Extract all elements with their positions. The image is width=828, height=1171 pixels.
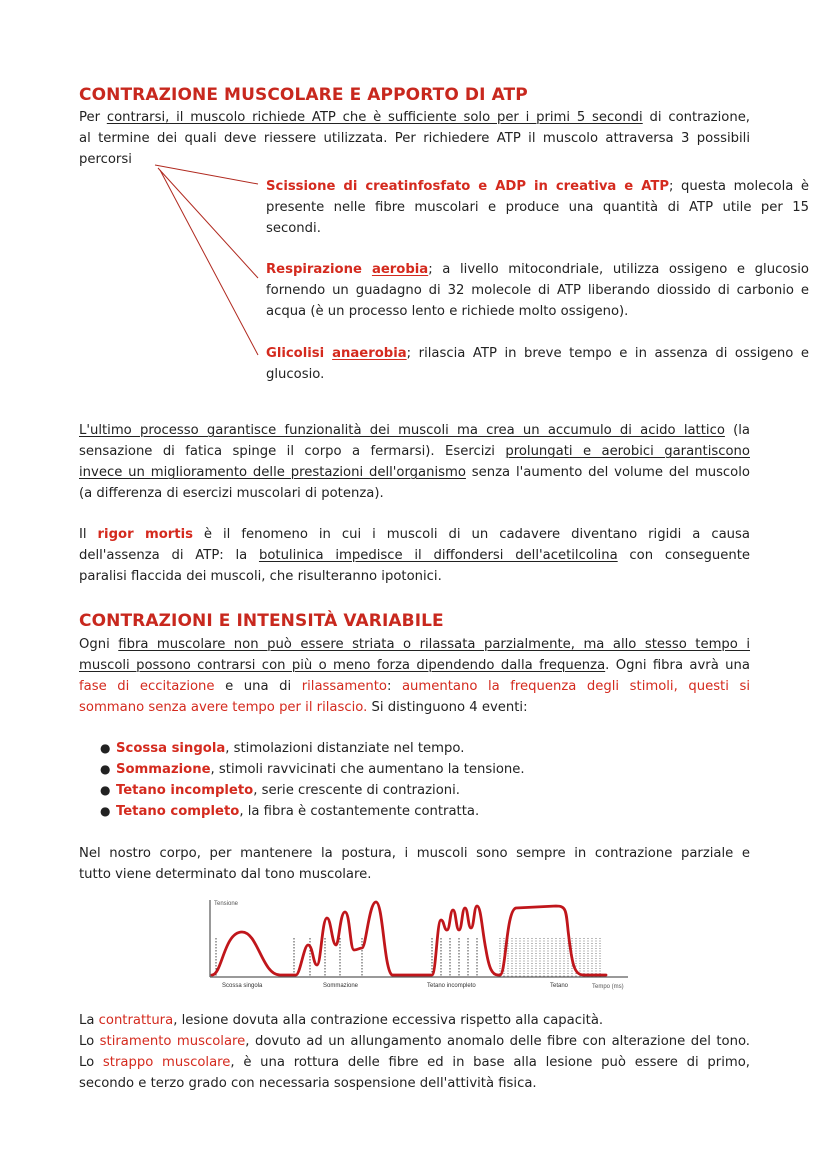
text: Per: [79, 110, 107, 125]
text: ; a livello mitocondriale, utilizza ossigeno e glucosio: [428, 262, 809, 277]
red-text: fase di eccitazione: [79, 679, 215, 694]
rigor-mortis-term: rigor mortis: [97, 527, 193, 542]
path1-line-3: secondi.: [266, 221, 321, 236]
text: e una di: [214, 679, 302, 694]
text: , lesione dovuta alla contrazione eccessiva rispetto alla capacità.: [173, 1013, 604, 1028]
text: Ogni: [79, 637, 119, 652]
list-item-term: Tetano completo: [116, 804, 240, 819]
red-text: sommano senza avere tempo per il rilascio.: [79, 700, 368, 715]
list-item-term: Sommazione: [116, 762, 211, 777]
label-tetano-incompleto: Tetano incompleto: [427, 983, 476, 989]
list-item-text: , stimolazioni distanziate nel tempo.: [225, 741, 465, 756]
section-title-atp: CONTRAZIONE MUSCOLARE E APPORTO DI ATP: [79, 85, 528, 105]
text: Lo: [79, 1034, 100, 1049]
tension-curve: [212, 902, 606, 975]
text: . Ogni fibra avrà una: [605, 658, 750, 673]
contrattura-term: contrattura: [98, 1013, 174, 1028]
label-scossa-singola: Scossa singola: [222, 983, 263, 989]
y-axis-label: Tensione: [214, 901, 239, 907]
s2p2-line-2: tutto viene determinato dal tono muscolare.: [79, 867, 372, 882]
text: senza l'aumento del volume del muscolo: [465, 465, 750, 480]
underlined-text: muscoli possono contrarsi con più o meno forza dipendendo dalla frequenza: [79, 658, 606, 673]
text: ; rilascia ATP in breve tempo e in assenza di ossigeno e: [406, 346, 809, 361]
text: :: [386, 679, 402, 694]
bullet-icon: ●: [100, 762, 111, 776]
underlined-text: fibra muscolare non può essere striata o rilassata parzialmente, ma allo stesso tempo i: [118, 637, 751, 652]
path1-term: Scissione di creatinfosfato e ADP in creativa e ATP: [266, 179, 670, 194]
s2p3-line-3: [79, 1052, 750, 1073]
path3-term-underlined: anaerobia: [332, 346, 407, 361]
underlined-text: L'ultimo processo garantisce funzionalità dei muscoli ma crea un accumulo di acido lattico: [79, 423, 725, 438]
list-item-text: , la fibra è costantemente contratta.: [239, 804, 480, 819]
text: è il fenomeno in cui i muscoli di un cadavere diventano rigidi a causa: [192, 527, 750, 542]
path2-line-2: fornendo un guadagno di 32 molecole di ATP liberando diossido di carbonio e: [266, 283, 809, 298]
path2-line-3: acqua (è un processo lento e richiede molto ossigeno).: [266, 304, 629, 319]
red-text: rilassamento: [301, 679, 387, 694]
text: con conseguente: [617, 548, 750, 563]
text: La: [79, 1013, 99, 1028]
x-axis-label: Tempo (ms): [592, 984, 624, 990]
underlined-text: prolungati e aerobici garantiscono: [505, 444, 750, 459]
label-sommazione: Sommazione: [323, 983, 359, 989]
p3-line-3: paralisi flaccida dei muscoli, che risulteranno ipotonici.: [79, 569, 442, 584]
intro-line-3: percorsi: [79, 152, 132, 167]
text: , è una rottura delle fibre ed in base alla lesione può essere di primo,: [230, 1055, 750, 1070]
underlined-text: invece un miglioramento delle prestazioni dell'organismo: [79, 465, 466, 480]
label-tetano: Tetano: [550, 983, 569, 989]
path3-term: Glicolisi: [266, 346, 333, 361]
section-title-intensita: CONTRAZIONI E INTENSITÀ VARIABILE: [79, 611, 444, 631]
s2p3-line-4: secondo e terzo grado con necessaria sospensione dell'attività fisica.: [79, 1076, 537, 1091]
strappo-term: strappo muscolare: [102, 1055, 231, 1070]
red-text: aumentano la frequenza degli stimoli, questi si: [401, 679, 750, 694]
underlined-text: contrarsi, il muscolo richiede ATP che è sufficiente solo per i primi 5 secondi: [106, 110, 643, 125]
text: (la: [724, 423, 750, 438]
list-item-term: Scossa singola: [116, 741, 226, 756]
path3-line-2: glucosio.: [266, 367, 325, 382]
text: ; questa molecola è: [669, 179, 809, 194]
text: dell'assenza di ATP: la: [79, 548, 259, 563]
stiramento-term: stiramento muscolare: [99, 1034, 246, 1049]
text: di contrazione,: [642, 110, 750, 125]
text: Si distinguono 4 eventi:: [367, 700, 528, 715]
list-item-term: Tetano incompleto: [116, 783, 254, 798]
bullet-icon: ●: [100, 783, 111, 797]
underlined-text: botulinica impedisce il diffondersi dell'acetilcolina: [258, 548, 618, 563]
text: Lo: [79, 1055, 103, 1070]
path1-line-2: presente nelle fibre muscolari e produce una quantità di ATP utile per 15: [266, 200, 809, 215]
s2p3-line-1: [79, 1010, 750, 1031]
text: , dovuto ad un allungamento anomalo delle fibre con alterazione del tono.: [245, 1034, 750, 1049]
intro-line-2: al termine dei quali deve riessere utilizzata. Per richiedere ATP il muscolo attraversa 3 possibili: [79, 131, 750, 146]
injuries-paragraph: [79, 1010, 750, 1094]
s2p3-line-2: [79, 1031, 750, 1052]
list-item-text: , stimoli ravvicinati che aumentano la tensione.: [210, 762, 525, 777]
p2-line-4: (a differenza di esercizi muscolari di potenza).: [79, 486, 384, 501]
bullet-icon: ●: [100, 741, 111, 755]
list-item-text: , serie crescente di contrazioni.: [253, 783, 461, 798]
path2-term-underlined: aerobia: [371, 262, 429, 277]
bullet-icon: ●: [100, 804, 111, 818]
s2p2-line-1: Nel nostro corpo, per mantenere la postura, i muscoli sono sempre in contrazione parziale e: [79, 846, 750, 861]
text: sensazione di fatica spinge il corpo a fermarsi). Esercizi: [79, 444, 506, 459]
tetanus-stimulus-markers: [500, 938, 600, 977]
path2-term: Respirazione: [266, 262, 372, 277]
text: Il: [79, 527, 98, 542]
